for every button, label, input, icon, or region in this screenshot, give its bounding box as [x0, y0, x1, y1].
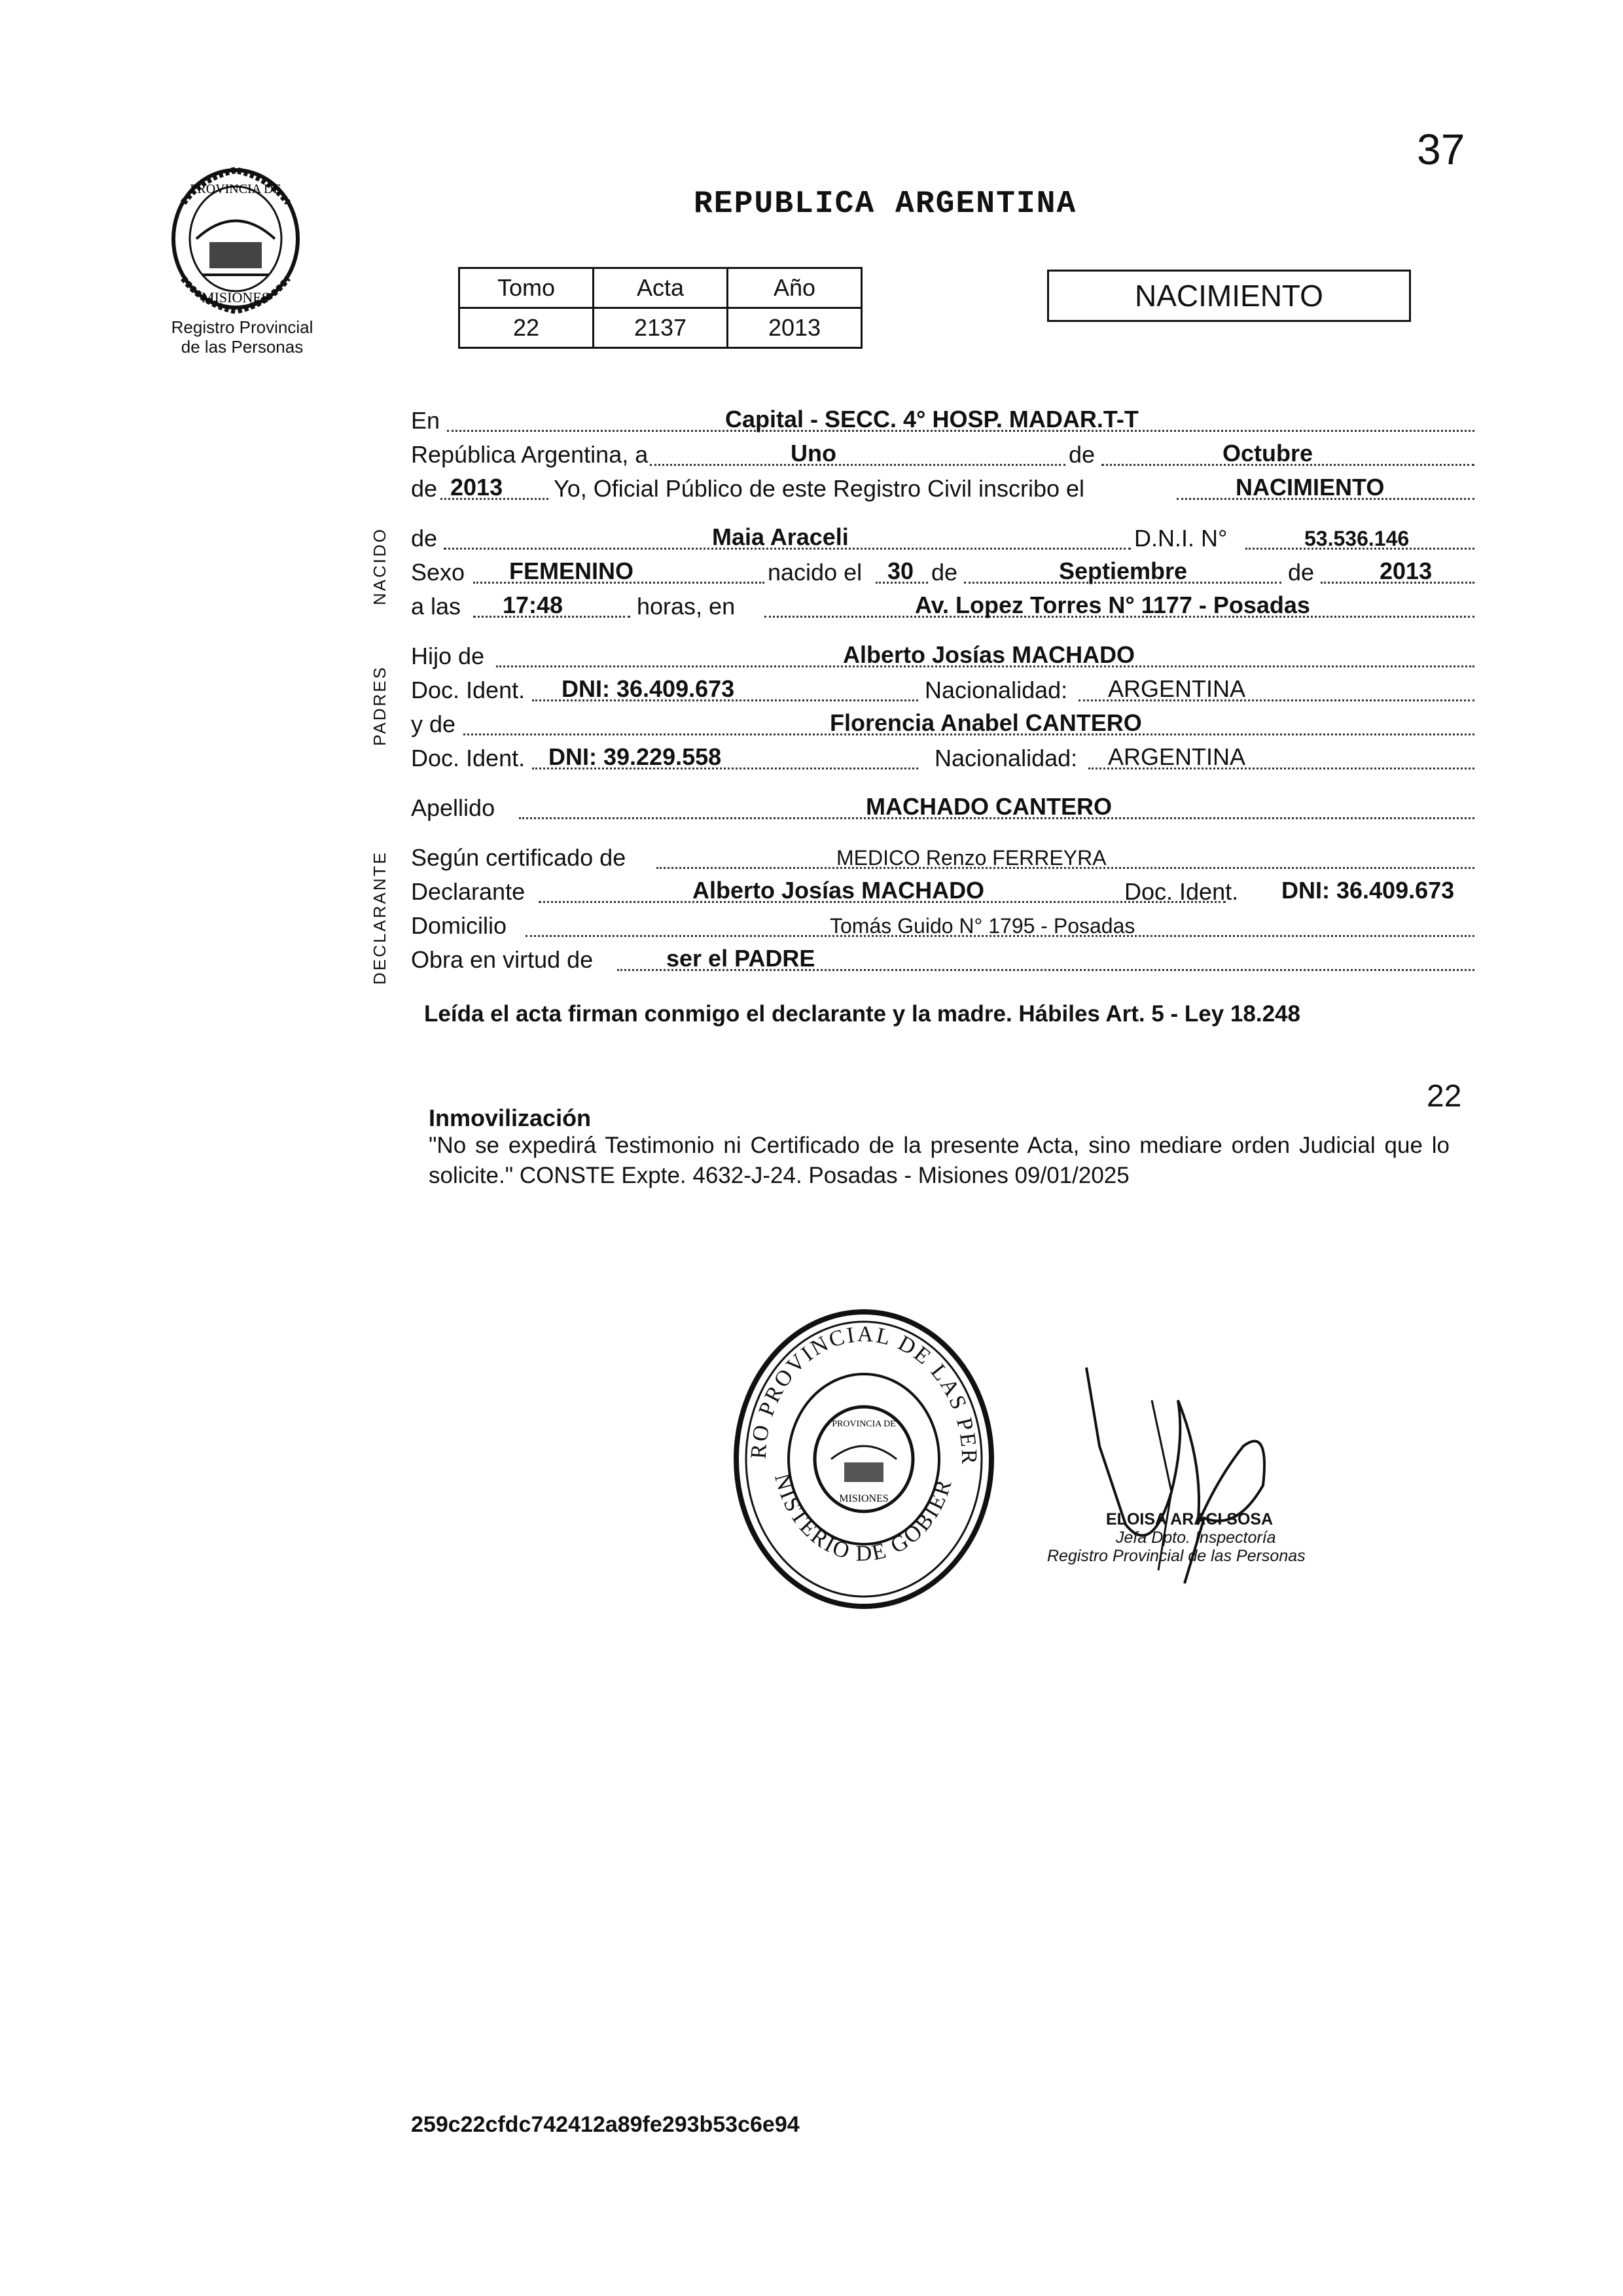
- label-de3: de: [411, 525, 438, 552]
- registry-label-line1: Registro Provincial: [171, 317, 313, 337]
- svg-text:MISIONES: MISIONES: [839, 1493, 889, 1504]
- svg-text:REGISTRO PROVINCIAL DE LAS PER: RO PROVINCIAL DE LAS PER: [746, 1322, 982, 1466]
- value-nacido-mes: Septiembre: [1059, 557, 1188, 584]
- svg-text:PROVINCIA DE: PROVINCIA DE: [190, 182, 281, 196]
- value-padre: Alberto Josías MACHADO: [843, 641, 1135, 668]
- value-obra: ser el PADRE: [666, 945, 815, 972]
- row-certificado: [411, 843, 1474, 875]
- value-acta: 2137: [594, 308, 728, 348]
- label-de4: de: [931, 559, 958, 586]
- signature-name: ELOISA ARACI SOSA: [1106, 1510, 1274, 1528]
- label-hijo: Hijo de: [411, 643, 485, 669]
- inmovilizacion-text: "No se expedirá Testimonio ni Certificado de la presente Acta, sino mediare orden Judicial que lo solicite." CONSTE Expte. 4632-J-24. Posadas - Misiones 09/01/2025: [429, 1133, 1450, 1188]
- value-anio: 2013: [450, 474, 503, 501]
- closing-line: Leída el acta firman conmigo el declarante y la madre. Hábiles Art. 5 - Ley 18.248: [424, 1001, 1300, 1027]
- side-label-padres: PADRES: [370, 665, 389, 746]
- value-nac1: ARGENTINA: [1108, 675, 1246, 702]
- registry-label: [157, 317, 327, 357]
- svg-text:MISIONES: MISIONES: [202, 289, 270, 306]
- label-domicilio: Domicilio: [411, 912, 507, 939]
- label-alas: a las: [411, 593, 461, 620]
- value-doc2: DNI: 39.229.558: [548, 743, 722, 770]
- label-nacido: nacido el: [768, 559, 863, 586]
- record-table: [458, 267, 863, 349]
- value-sexo: FEMENINO: [509, 557, 634, 584]
- row-declarante: [411, 877, 1474, 910]
- label-nac2: Nacionalidad:: [935, 745, 1078, 771]
- row-nombre: [411, 523, 1474, 556]
- value-dni: 53.536.146: [1304, 527, 1410, 550]
- svg-text:MINISTERIO DE GOBIERNO: NISTERIO DE GOBIER: [769, 1471, 957, 1566]
- row-sexo: [411, 557, 1474, 590]
- row-fecha-acta: [411, 440, 1474, 472]
- label-doc3: Doc. Ident.: [1124, 878, 1239, 905]
- value-nac2: ARGENTINA: [1108, 743, 1246, 770]
- value-en: Capital - SECC. 4° HOSP. MADAR.T-T: [725, 406, 1139, 433]
- label-segun: Según certificado de: [411, 844, 626, 871]
- row-apellido: [411, 793, 1474, 826]
- row-en: [411, 406, 1474, 438]
- label-de5: de: [1288, 559, 1315, 586]
- signature-scribble: [1073, 1361, 1283, 1610]
- header-anio: Año: [728, 268, 862, 308]
- value-declarante: Alberto Josías MACHADO: [692, 877, 985, 904]
- value-hora: 17:48: [503, 592, 563, 618]
- value-mes: Octubre: [1222, 440, 1313, 467]
- label-dni: D.N.I. N°: [1134, 525, 1228, 552]
- value-domicilio: Tomás Guido N° 1795 - Posadas: [830, 914, 1135, 938]
- value-doc3: DNI: 36.409.673: [1281, 877, 1455, 904]
- value-nombre: Maia Araceli: [712, 523, 849, 550]
- label-nac1: Nacionalidad:: [925, 677, 1068, 703]
- value-apellido: MACHADO CANTERO: [866, 793, 1112, 820]
- label-apellido: Apellido: [411, 794, 495, 821]
- row-domicilio: [411, 911, 1474, 944]
- value-segun: MEDICO Renzo FERREYRA: [836, 846, 1107, 870]
- label-horas: horas, en: [637, 593, 736, 620]
- row-doc-madre: [411, 743, 1474, 776]
- label-obra: Obra en virtud de: [411, 946, 594, 973]
- inmovilizacion-number: 22: [1427, 1079, 1462, 1114]
- row-doc-padre: [411, 675, 1474, 708]
- signature-role1: Jefa Dpto. Inspectoría: [1116, 1528, 1276, 1547]
- official-stamp: [726, 1302, 1001, 1616]
- label-declarante: Declarante: [411, 878, 526, 905]
- row-padre: [411, 641, 1474, 674]
- signature-block: [1047, 1510, 1306, 1565]
- row-hora: [411, 592, 1474, 624]
- label-sexo: Sexo: [411, 559, 465, 586]
- inmovilizacion-title: Inmovilización: [429, 1104, 592, 1131]
- header-tomo: Tomo: [459, 268, 594, 308]
- value-dia: Uno: [791, 440, 836, 467]
- value-anio: 2013: [728, 308, 862, 348]
- document-hash: 259c22cfdc742412a89fe293b53c6e94: [411, 2112, 800, 2137]
- signature-role2: Registro Provincial de las Personas: [1047, 1547, 1306, 1565]
- label-de2: de: [411, 475, 438, 502]
- page-title: REPUBLICA ARGENTINA: [694, 186, 1077, 222]
- label-yo: Yo, Oficial Público de este Registro Civil inscribo el: [554, 475, 1085, 502]
- value-nacido-dia: 30: [887, 557, 914, 584]
- label-doc2: Doc. Ident.: [411, 745, 526, 771]
- label-en: En: [411, 407, 440, 434]
- registry-seal: [164, 164, 308, 321]
- header-acta: Acta: [594, 268, 728, 308]
- label-republica: República Argentina, a: [411, 441, 649, 468]
- label-doc1: Doc. Ident.: [411, 677, 526, 703]
- side-label-nacido: NACIDO: [370, 527, 389, 605]
- value-inscribo: NACIMIENTO: [1236, 474, 1385, 501]
- row-inscribo: [411, 474, 1474, 506]
- registry-label-line2: de las Personas: [181, 337, 304, 357]
- side-label-declarante: DECLARANTE: [370, 851, 389, 985]
- value-lugar: Av. Lopez Torres N° 1177 - Posadas: [915, 592, 1310, 618]
- value-nacido-anio: 2013: [1380, 557, 1433, 584]
- svg-text:PROVINCIA DE: PROVINCIA DE: [832, 1419, 896, 1429]
- value-doc1: DNI: 36.409.673: [562, 675, 735, 702]
- value-tomo: 22: [459, 308, 594, 348]
- label-yde: y de: [411, 711, 456, 737]
- value-madre: Florencia Anabel CANTERO: [830, 709, 1142, 736]
- page-number: 37: [1417, 125, 1465, 173]
- record-type-box: NACIMIENTO: [1047, 270, 1411, 322]
- label-de: de: [1069, 441, 1096, 468]
- row-obra: [411, 945, 1474, 978]
- row-madre: [411, 709, 1474, 742]
